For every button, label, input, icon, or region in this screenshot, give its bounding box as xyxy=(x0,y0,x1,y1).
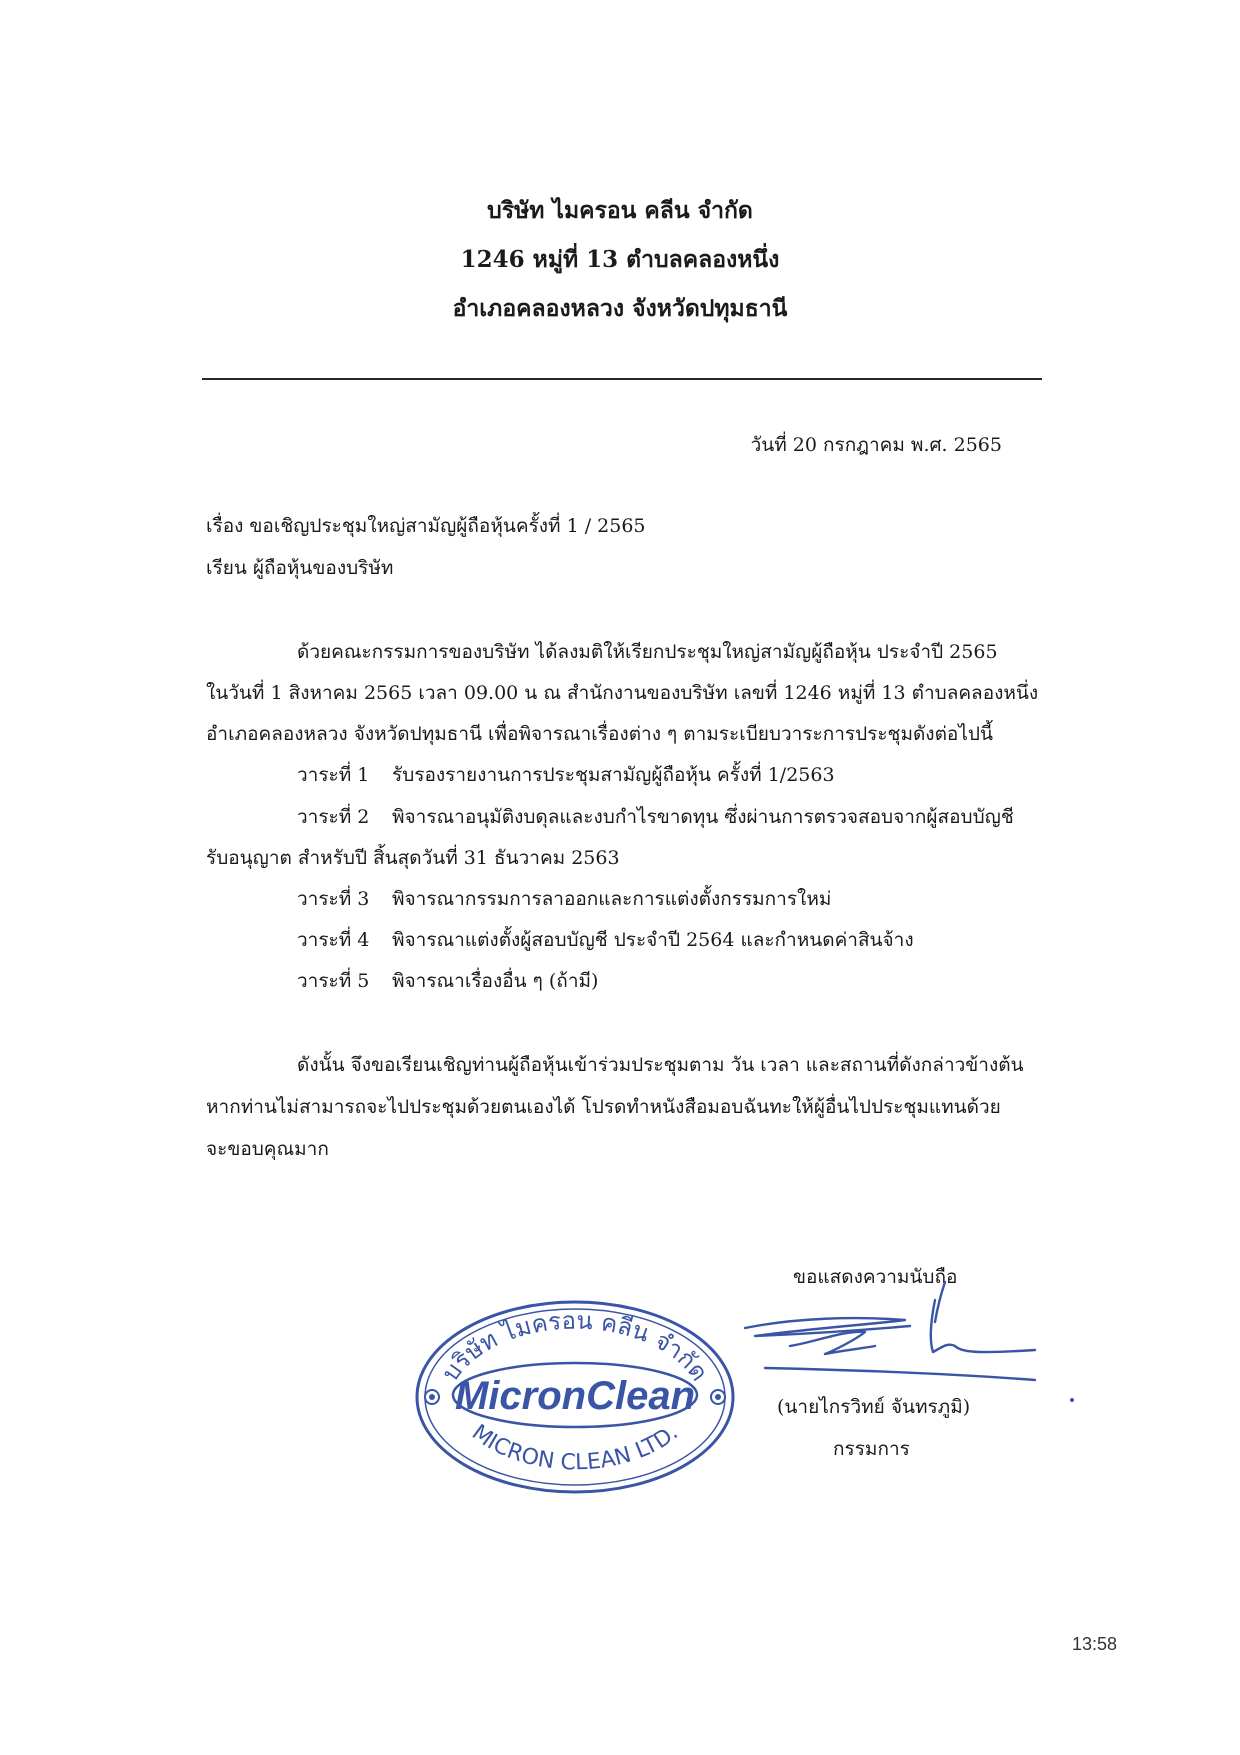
agenda-2-continuation: รับอนุญาต สำหรับปี สิ้นสุดวันที่ 31 ธันวาคม 2563 xyxy=(206,847,620,869)
letter-addressee: เรียน ผู้ถือหุ้นของบริษัท xyxy=(206,557,394,579)
body-line-2: ในวันที่ 1 สิงหาคม 2565 เวลา 09.00 น ณ สำนักงานของบริษัท เลขที่ 1246 หมู่ที่ 13 ตำบลคลองหนึ่ง xyxy=(206,682,1039,704)
agenda-2-text: พิจารณาอนุมัติงบดุลและงบกำไรขาดทุน ซึ่งผ่านการตรวจสอบจากผู้สอบบัญชี xyxy=(392,806,1014,828)
ink-dot xyxy=(1070,1398,1074,1402)
signature-regards: ขอแสดงความนับถือ xyxy=(793,1266,958,1288)
company-district: อำเภอคลองหลวง จังหวัดปทุมธานี xyxy=(452,295,788,322)
agenda-4-text: พิจารณาแต่งตั้งผู้สอบบัญชี ประจำปี 2564 และกำหนดค่าสินจ้าง xyxy=(392,929,914,951)
body-line-3: อำเภอคลองหลวง จังหวัดปทุมธานี เพื่อพิจารณาเรื่องต่าง ๆ ตามระเบียบวาระการประชุมดังต่อไปนี้ xyxy=(206,723,993,745)
agenda-5-label: วาระที่ 5 xyxy=(297,970,370,992)
letter-date: วันที่ 20 กรกฎาคม พ.ศ. 2565 xyxy=(750,434,1002,456)
closing-line-3: จะขอบคุณมาก xyxy=(206,1138,329,1160)
stamp-logo: MicronClean xyxy=(454,1374,696,1418)
handwritten-signature xyxy=(735,1270,1055,1400)
agenda-4-label: วาระที่ 4 xyxy=(297,929,370,951)
agenda-1-text: รับรองรายงานการประชุมสามัญผู้ถือหุ้น ครั้งที่ 1/2563 xyxy=(392,764,835,786)
stamp-thai-name: บริษัท ไมครอน คลีน จำกัด xyxy=(436,1306,714,1387)
stamp-english-name: MICRON CLEAN LTD. xyxy=(467,1420,684,1476)
company-name: บริษัท ไมครอน คลีน จำกัด xyxy=(487,197,753,224)
agenda-3-text: พิจารณากรรมการลาออกและการแต่งตั้งกรรมการใหม่ xyxy=(392,888,832,910)
closing-line-1: ดังนั้น จึงขอเรียนเชิญท่านผู้ถือหุ้นเข้าร่วมประชุมตาม วัน เวลา และสถานที่ดังกล่าวข้างต้น xyxy=(297,1054,1024,1076)
body-line-1: ด้วยคณะกรรมการของบริษัท ได้ลงมติให้เรียกประชุมใหญ่สามัญผู้ถือหุ้น ประจำปี 2565 xyxy=(297,641,998,663)
agenda-5-text: พิจารณาเรื่องอื่น ๆ (ถ้ามี) xyxy=(392,970,599,992)
company-address: 1246 หมู่ที่ 13 ตำบลคลองหนึ่ง xyxy=(460,246,780,273)
signatory-title: กรรมการ xyxy=(833,1438,910,1460)
page-time: 13:58 xyxy=(1072,1634,1118,1654)
header-divider xyxy=(202,378,1042,380)
company-stamp xyxy=(410,1285,740,1495)
signatory-name: (นายไกรวิทย์ จันทรภูมิ) xyxy=(777,1396,971,1418)
closing-line-2: หากท่านไม่สามารถจะไปประชุมด้วยตนเองได้ โปรดทำหนังสือมอบฉันทะให้ผู้อื่นไปประชุมแทนด้วย xyxy=(206,1096,1001,1118)
agenda-1-label: วาระที่ 1 xyxy=(297,764,370,786)
letter-subject: เรื่อง ขอเชิญประชุมใหญ่สามัญผู้ถือหุ้นครั้งที่ 1 / 2565 xyxy=(206,515,646,537)
agenda-2-label: วาระที่ 2 xyxy=(297,806,370,828)
agenda-3-label: วาระที่ 3 xyxy=(297,888,370,910)
